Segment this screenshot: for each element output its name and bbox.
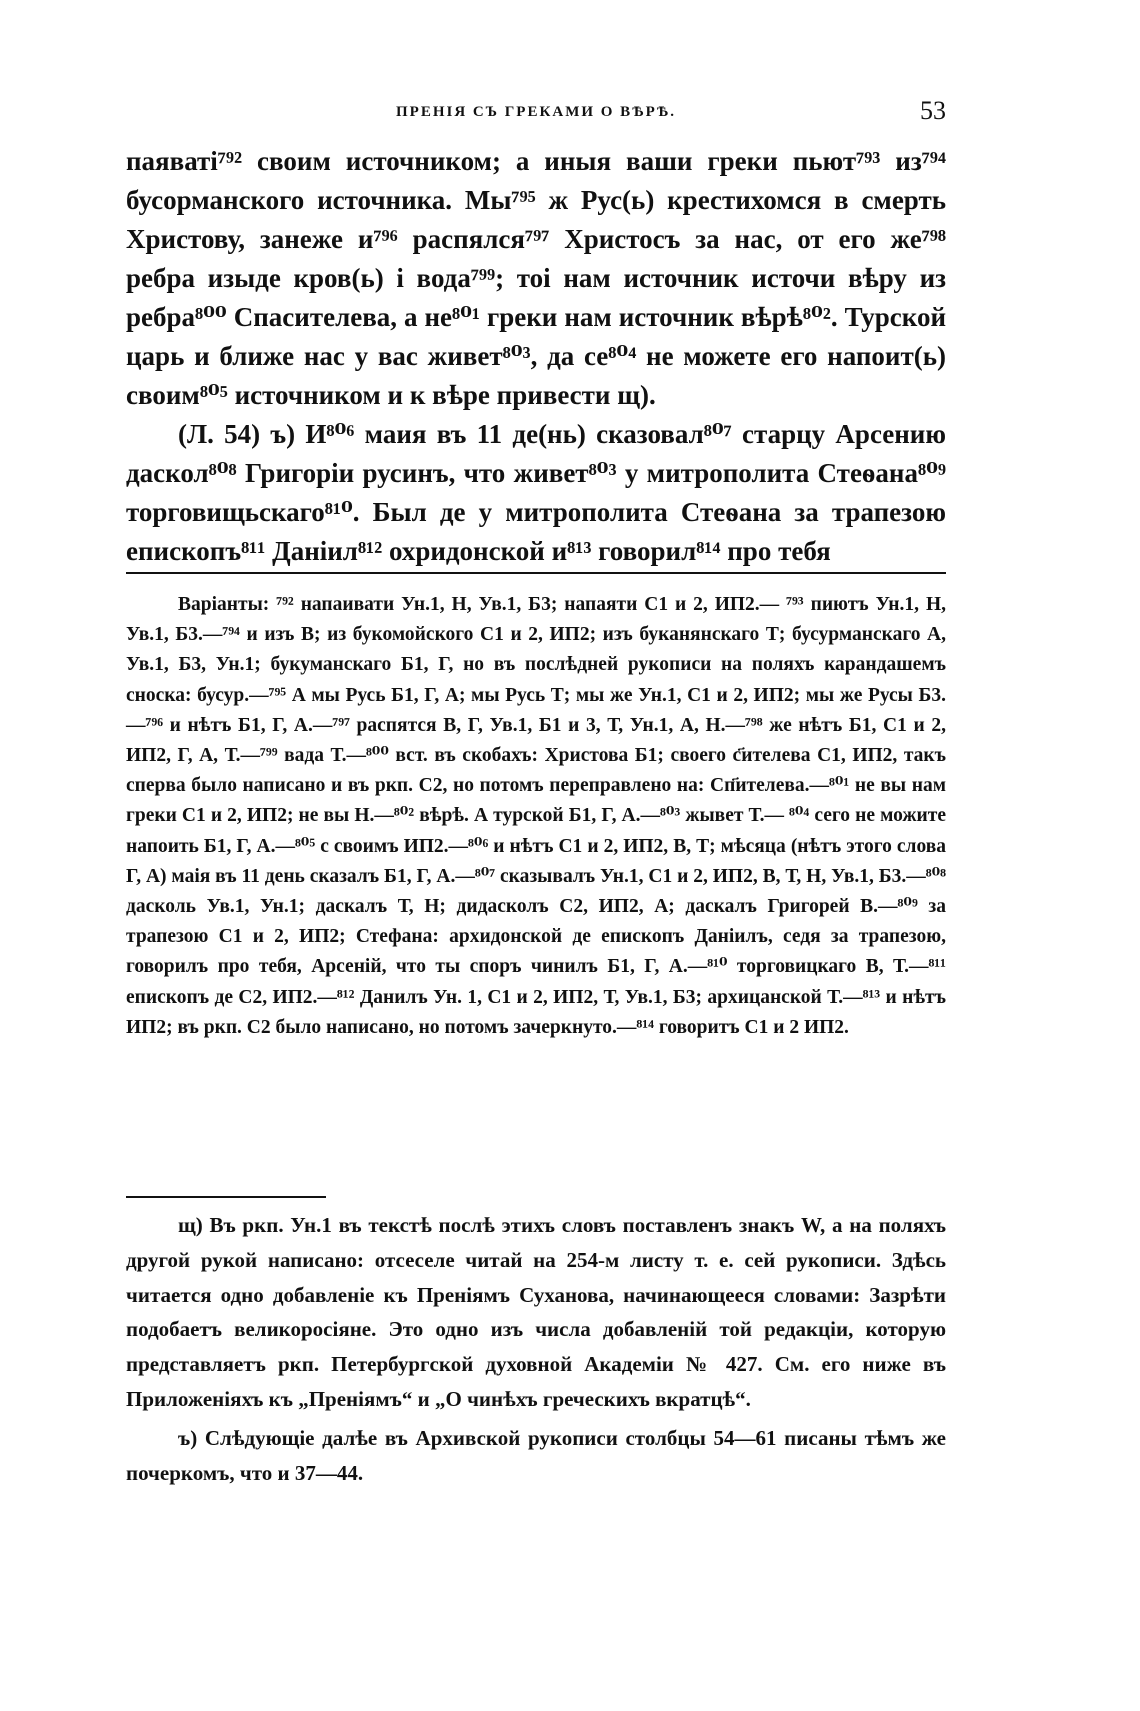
page-number: 53 bbox=[920, 96, 946, 125]
footnote-rule bbox=[126, 1196, 326, 1198]
footnote-yer: ъ) Слѣдующіе далѣе въ Архивской рукописи столбцы 54—61 писаны тѣмъ же почеркомъ, что и 37—44. bbox=[126, 1425, 946, 1485]
running-head: ПРЕНІЯ СЪ ГРЕКАМИ О ВѢРѢ. bbox=[395, 104, 677, 120]
main-paragraph-1: паяватi⁷⁹² своим источником; а иныя ваши греки пьют⁷⁹³ из⁷⁹⁴ бусорманского источника. Мы⁷⁹⁵ ж Рус(ь) крестихомся в смерть Христову, занеже и⁷⁹⁶ распялся⁷⁹⁷ Христосъ за нас, от его же⁷⁹⁸ ребра изыде кров(ь) і вода⁷⁹⁹; тоі нам источник источи вѣру из ребра⁸⁰⁰ Спасителева, а не⁸⁰¹ греки нам источник вѣрѣ⁸⁰². Турской царь и ближе нас у вас живет⁸⁰³, да се⁸⁰⁴ не можете его напоит(ь) своим⁸⁰⁵ источником и к вѣре привести щ). bbox=[126, 146, 946, 410]
variants-apparatus bbox=[126, 590, 946, 1043]
main-paragraph-2: (Л. 54) ъ) И⁸⁰⁶ маия въ 11 де(нь) сказовал⁸⁰⁷ старцу Арсению даскол⁸⁰⁸ Григоріи русинъ, что живет⁸⁰³ у митрополита Стеѳана⁸⁰⁹ торговищьскаго⁸¹⁰. Был де у митрополита Стеѳана за трапезою епископъ⁸¹¹ Даніил⁸¹² охридонской и⁸¹³ говорил⁸¹⁴ про тебя bbox=[126, 419, 946, 566]
footnote-shch: щ) Въ ркп. Ун.1 въ текстѣ послѣ этихъ словъ поставленъ знакъ W, а на поляхъ другой рукой написано: отсеселе читай на 254-м листу т. е. сей рукописи. Здѣсь читается одно добавленіе къ Преніямъ Суханова, начинающееся словами: Зазрѣти подобаетъ великоросіяне. Это одно изъ числа добавленій той редакціи, которую представляетъ ркп. Петербургской духовной Академіи № 427. См. его ниже въ Приложеніяхъ къ „Преніямъ“ и „О чинѣхъ греческихъ вкратцѣ“. bbox=[126, 1213, 946, 1411]
variants-text: Варіанты: ⁷⁹² напаивати Ун.1, Н, Ув.1, Б3; напаяти С1 и 2, ИП2.— ⁷⁹³ пиютъ Ун.1, Н, Ув.1, Б3.—⁷⁹⁴ и изъ В; из букомойского С1 и 2, ИП2; изъ буканянскаго Т; бусурманскаго А, Ув.1, Б3, Ун.1; букуманскаго Б1, Г, но въ послѣдней рукописи на поляхъ карандашемъ сноска: бусур.—⁷⁹⁵ А мы Русь Б1, Г, А; мы Русь Т; мы же Ун.1, С1 и 2, ИП2; мы же Русы Б3.—⁷⁹⁶ и нѣтъ Б1, Г, А.—⁷⁹⁷ распятся В, Г, Ув.1, Б1 и 3, Т, Ун.1, А, Н.—⁷⁹⁸ же нѣтъ Б1, С1 и 2, ИП2, Г, А, Т.—⁷⁹⁹ вада Т.—⁸⁰⁰ вст. въ скобахъ: Христова Б1; своего с҃ителева С1, ИП2, такъ сперва было написано и въ ркп. С2, но потомъ переправлено на: Сп҃ителева.—⁸⁰¹ не вы нам греки С1 и 2, ИП2; не вы Н.—⁸⁰² вѣрѣ. А турской Б1, Г, А.—⁸⁰³ жывет Т.— ⁸⁰⁴ сего не можите напоить Б1, Г, А.—⁸⁰⁵ с своимъ ИП2.—⁸⁰⁶ и нѣтъ С1 и 2, ИП2, В, Т; мѣсяца (нѣтъ этого слова Г, А) маія въ 11 день сказалъ Б1, Г, А.—⁸⁰⁷ сказывалъ Ун.1, С1 и 2, ИП2, В, Т, Н, Ув.1, Б3.—⁸⁰⁸ дасколь Ув.1, Ун.1; даскалъ Т, Н; дидасколъ С2, ИП2, А; даскалъ Григорей В.—⁸⁰⁹ за трапезою С1 и 2, ИП2; Стефана: архидонской де епископъ Даніилъ, седя за трапезою, говорилъ про тебя, Арсеній, что ты споръ чинилъ Б1, Г, А.—⁸¹⁰ торговицкаго В, Т.—⁸¹¹ епископъ де С2, ИП2.—⁸¹² Данилъ Ун. 1, С1 и 2, ИП2, Т, Ув.1, Б3; архицанской Т.—⁸¹³ и нѣтъ ИП2; въ ркп. С2 было написано, но потомъ зачеркнуто.—⁸¹⁴ говоритъ С1 и 2 ИП2. bbox=[126, 594, 946, 1038]
separator-rule bbox=[126, 572, 946, 574]
footnotes bbox=[126, 1208, 946, 1494]
main-text bbox=[126, 142, 946, 571]
page-header bbox=[126, 96, 946, 126]
